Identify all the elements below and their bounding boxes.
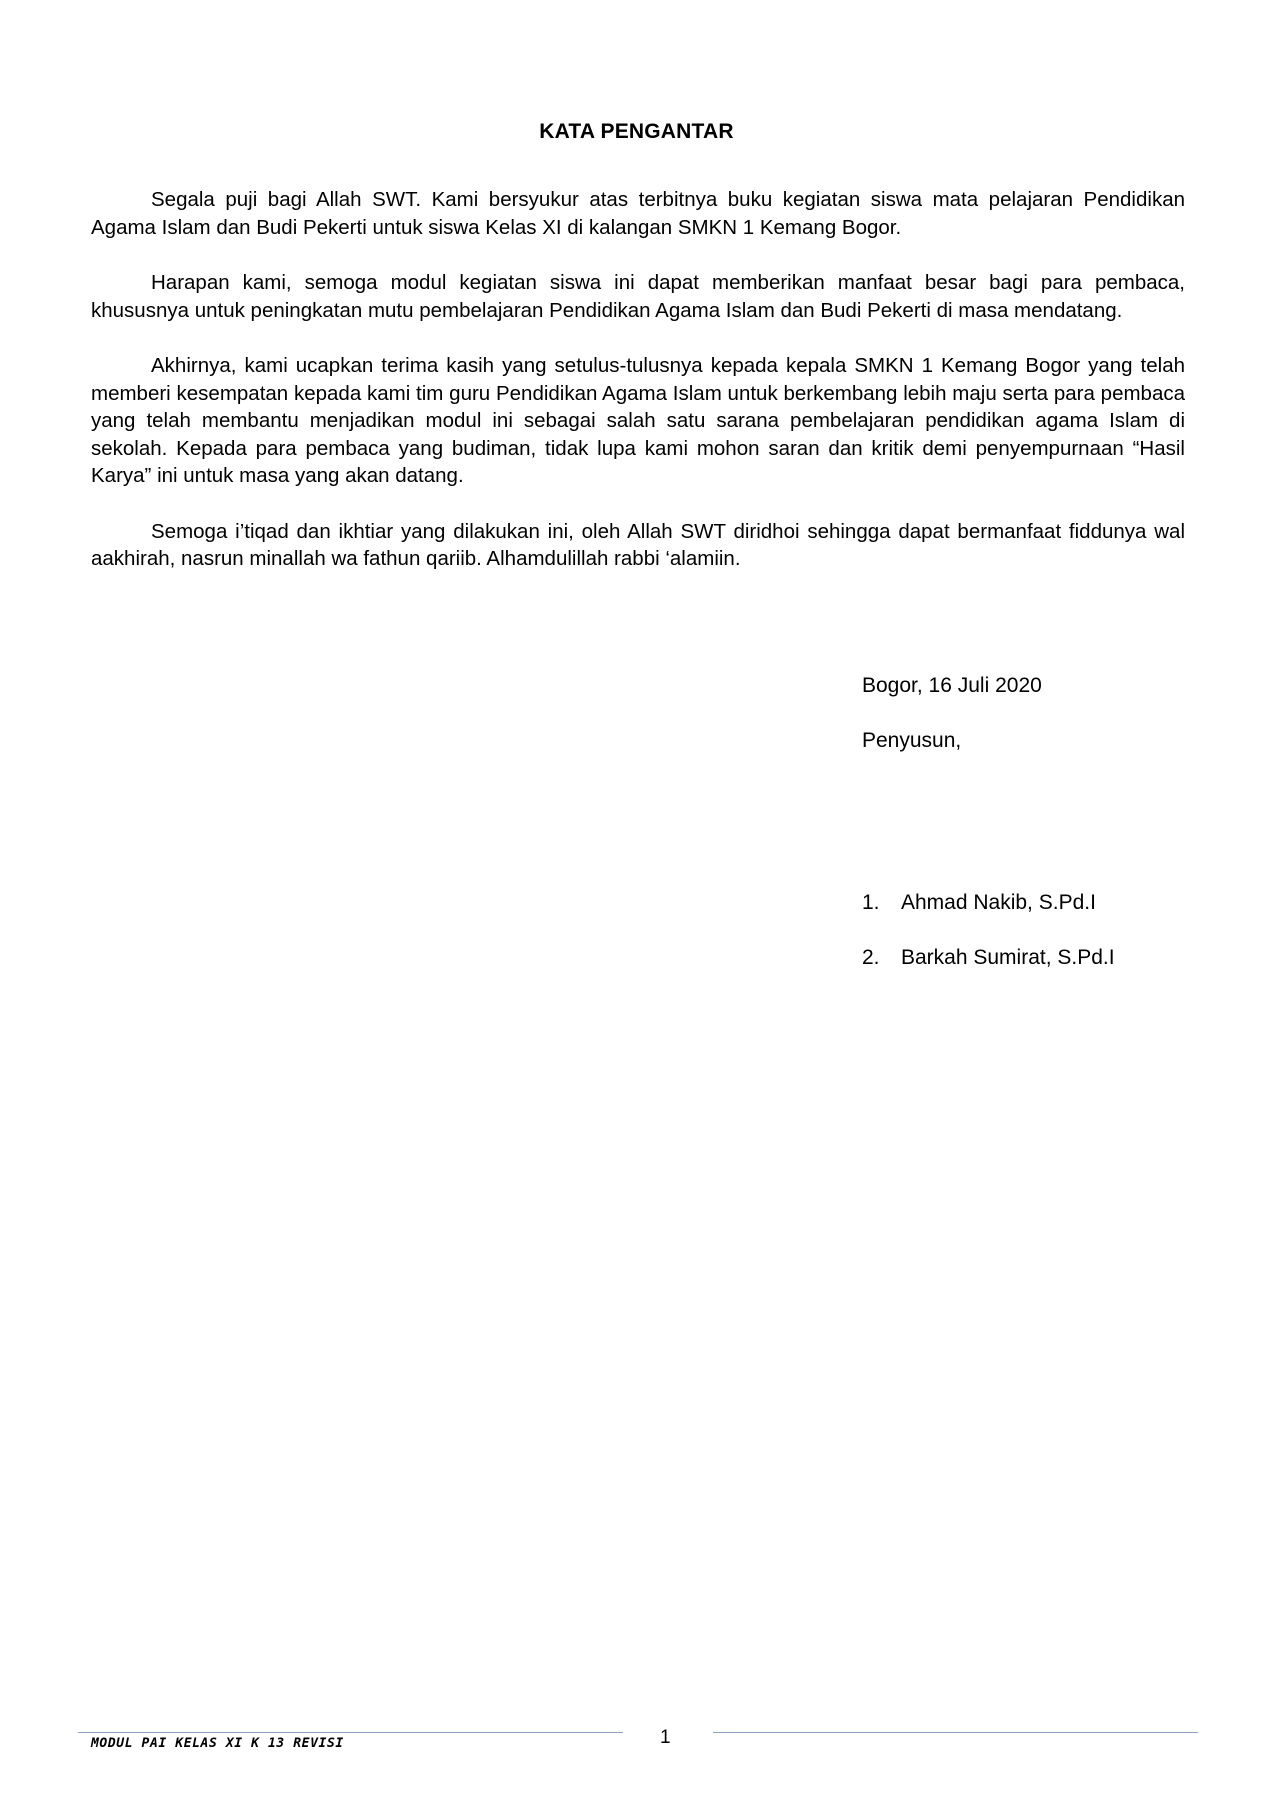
place-date: Bogor, 16 Juli 2020 — [862, 674, 1042, 697]
paragraph-4: Semoga i’tiqad dan ikhtiar yang dilakukan ini, oleh Allah SWT diridhoi sehingga dapat bermanfaat fiddunya wal aakhirah, nasrun minallah wa fathun qariib. Alhamdulillah rabbi ‘alamiin. — [91, 519, 1185, 570]
paragraph-1: Segala puji bagi Allah SWT. Kami bersyukur atas terbitnya buku kegiatan siswa mata pelajaran Pendidikan Agama Islam dan Budi Pekerti untuk siswa Kelas XI di kalangan SMKN 1 Kemang Bogor. — [91, 188, 1185, 239]
author-name: Ahmad Nakib, S.Pd.I — [901, 891, 1096, 914]
paragraph-2: Harapan kami, semoga modul kegiatan siswa ini dapat memberikan manfaat besar bagi para pembaca, khususnya untuk peningkatan mutu pembelajaran Pendidikan Agama Islam dan Budi Pekerti di masa mendatang. — [91, 271, 1185, 322]
footer-divider-left — [78, 1732, 623, 1733]
author-list — [862, 889, 1115, 999]
author-number: 2. — [862, 946, 880, 969]
author-item — [862, 889, 1115, 917]
author-item — [862, 944, 1115, 972]
signature-block — [862, 672, 1042, 755]
paragraph-3: Akhirnya, kami ucapkan terima kasih yang setulus-tulusnya kepada kepala SMKN 1 Kemang Bogor yang telah memberi kesempatan kepada kami tim guru Pendidikan Agama Islam untuk berkembang lebih maju serta para pembaca yang telah membantu menjadikan modul ini sebagai salah satu sarana pembelajaran pendidikan agama Islam di sekolah. Kepada para pembaca yang budiman, tidak lupa kami mohon saran dan kritik demi penyempurnaan “Hasil Karya” ini untuk masa yang akan datang. — [91, 354, 1185, 487]
footer-divider-right — [713, 1732, 1198, 1733]
page-title: KATA PENGANTAR — [539, 120, 734, 143]
foreword-body — [91, 186, 1185, 601]
page-number: 1 — [660, 1727, 671, 1748]
footer-module-label: MODUL PAI KELAS XI K 13 REVISI — [91, 1736, 344, 1751]
signature-role: Penyusun, — [862, 729, 962, 752]
author-number: 1. — [862, 891, 880, 914]
author-name: Barkah Sumirat, S.Pd.I — [901, 946, 1115, 969]
